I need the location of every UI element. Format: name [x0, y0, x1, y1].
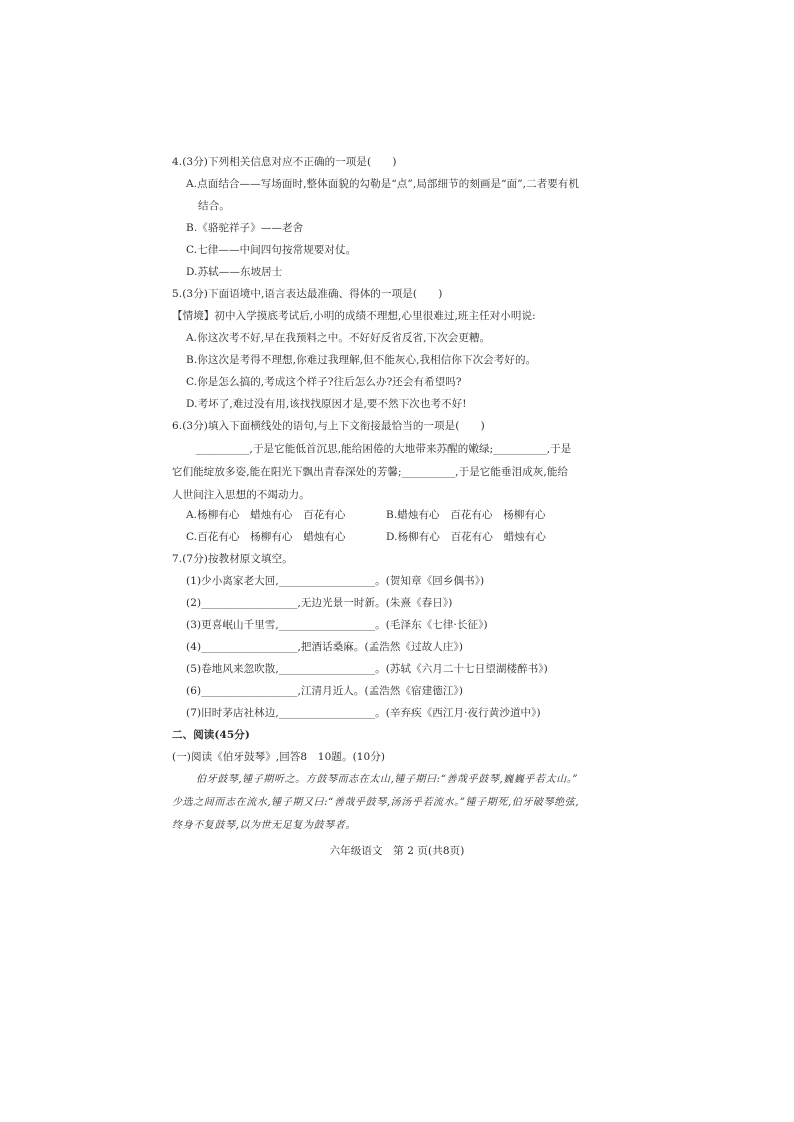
q4-option-b: B.《骆驼祥子》——老舍 [186, 222, 304, 234]
q7-stem: 7.(7分)按教材原文填空。 [172, 553, 293, 565]
q6-option-b: B.蜡烛有心 百花有心 杨柳有心 [386, 509, 546, 521]
q7-item: (1)少小离家老大回,__________________。(贺知章《回乡偶书》) [186, 575, 485, 587]
q6-option-a: A.杨柳有心 蜡烛有心 百花有心 [186, 509, 346, 521]
q7-item: (7)旧时茅店社林边,__________________。(辛弃疾《西江月·夜行黄沙道中》) [186, 707, 541, 719]
reading-passage-line2: 少选之间而志在流水,锺子期又曰:“善哉乎鼓琴,汤汤乎若流水。”锺子期死,伯牙破琴绝弦, [172, 797, 580, 808]
q5-stem: 5.(3分)下面语境中,语言表达最准确、得体的一项是( ) [172, 288, 443, 300]
q6-option-c: C.百花有心 杨柳有心 蜡烛有心 [186, 531, 346, 543]
q5-option-a: A.你这次考不好,早在我预料之中。不好好反省反省,下次会更糟。 [186, 332, 491, 344]
q6-options-row1 [186, 508, 546, 522]
q7-item: (2)__________________,无边光景一时新。(朱熹《春日》) [186, 597, 453, 609]
q7-item: (4)__________________,把酒话桑麻。(孟浩然《过故人庄》) [186, 641, 464, 653]
q6-passage-line3: 人世间注入思想的不竭动力。 [172, 489, 310, 501]
section-reading-title: 二、阅读(45分) [172, 729, 250, 741]
q5-context: 【情境】初中入学摸底考试后,小明的成绩不理想,心里很难过,班主任对小明说: [172, 310, 536, 322]
q7-item: (5)卷地风来忽吹散,__________________。(苏轼《六月二十七日望湖楼醉书》) [186, 663, 548, 675]
page-footer: 六年级语文 第 2 页(共8页) [329, 845, 465, 857]
q4-option-c: C.七律——中间四句按常规要对仗。 [186, 244, 357, 256]
q4-option-d: D.苏轼——东坡居士 [186, 266, 283, 278]
q7-item: (3)更喜岷山千里雪,__________________。(毛泽东《七律·长征》) [186, 619, 488, 631]
q6-option-d: D.杨柳有心 百花有心 蜡烛有心 [386, 531, 546, 543]
q6-options-row2 [186, 530, 546, 544]
q5-option-b: B.你这次是考得不理想,你难过我理解,但不能灰心,我相信你下次会考好的。 [186, 354, 537, 366]
q6-passage-line1: __________,于是它能低首沉思,能给困倦的大地带来苏醒的嫩绿;__________,于是 [196, 443, 572, 455]
q4-option-a: A.点面结合——写场面时,整体面貌的勾勒是“点”,局部细节的刻画是“面”,二者要有机 [186, 178, 580, 190]
q5-option-c: C.你是怎么搞的,考成这个样子?往后怎么办?还会有希望吗? [186, 376, 462, 388]
q6-stem: 6.(3分)填入下面横线处的语句,与上下文衔接最恰当的一项是( ) [172, 420, 485, 432]
q7-item: (6)__________________,江清月近人。(孟浩然《宿建德江》) [186, 685, 464, 697]
q4-stem: 4.(3分)下列相关信息对应不正确的一项是( ) [172, 156, 397, 168]
q4-option-a-cont: 结合。 [198, 200, 230, 212]
reading-passage-line1: 伯牙鼓琴,锺子期听之。方鼓琴而志在太山,锺子期曰:“善哉乎鼓琴,巍巍乎若太山。” [196, 774, 579, 785]
q5-option-d: D.考坏了,难过没有用,该找找原因才是,要不然下次也考不好! [186, 398, 467, 410]
q6-passage-line2: 它们能绽放多姿,能在阳光下飘出青春深处的芳馨;__________,于是它能垂泪成灰,能给 [172, 466, 569, 478]
reading-subsection-title: (一)阅读《伯牙鼓琴》,回答8 10题。(10分) [172, 751, 386, 763]
reading-passage-line3: 终身不复鼓琴,以为世无足复为鼓琴者。 [172, 820, 356, 831]
